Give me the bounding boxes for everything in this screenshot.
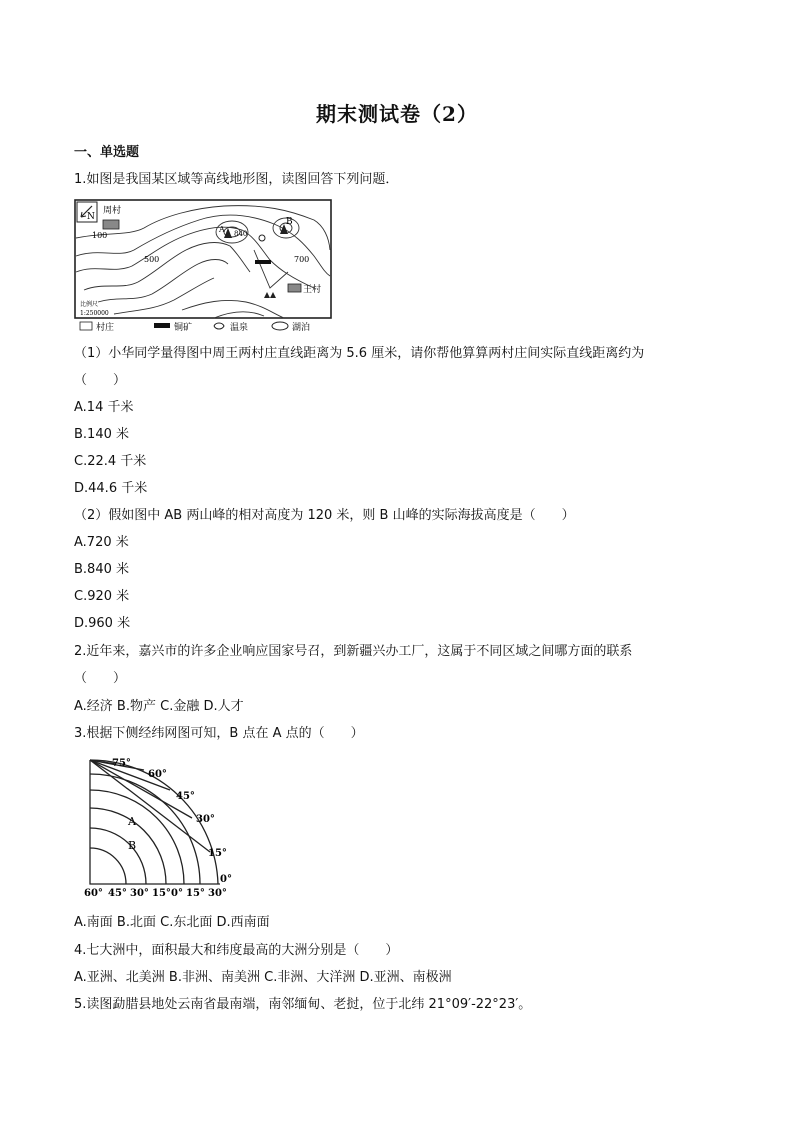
lat-label-45: 45° xyxy=(176,791,195,802)
option-1-1-d[interactable]: D.44.6 千米 xyxy=(74,481,148,496)
scale-label: 比例尺 xyxy=(80,301,99,308)
question-2-stem: 2.近年来，嘉兴市的许多企业响应国家号召，到新疆兴办工厂，这属于不同区域之间哪方面的联系 xyxy=(74,644,633,659)
copper-mine-icon xyxy=(255,260,271,264)
question-1-1-stem: （1）小华同学量得图中周王两村庄直线距离为 5.6 厘米，请你帮他算算两村庄间实际直线距离约为 xyxy=(74,346,645,361)
village-zhou-label: 周村 xyxy=(103,206,122,216)
page-title: 期末测试卷（2） xyxy=(316,102,478,126)
lat-label-0: 0° xyxy=(220,874,232,885)
lon-label-60: 60° xyxy=(84,888,103,899)
contour-label-840: 840 xyxy=(234,230,248,238)
point-b-label: B xyxy=(128,839,137,852)
question-3-options[interactable]: A.南面 B.北面 C.东北面 D.西南面 xyxy=(74,915,270,930)
peak-a-label: A xyxy=(219,225,225,234)
lon-label-15: 15° xyxy=(152,888,171,899)
north-arrow-label: N xyxy=(87,212,95,222)
legend-hot-spring: 温泉 xyxy=(230,323,249,333)
option-1-2-d[interactable]: D.960 米 xyxy=(74,616,131,631)
option-1-2-b[interactable]: B.840 米 xyxy=(74,562,129,577)
option-1-2-c[interactable]: C.920 米 xyxy=(74,589,130,604)
lon-label-45: 45° xyxy=(108,888,127,899)
question-1-2-stem: （2）假如图中 AB 两山峰的相对高度为 120 米，则 B 山峰的实际海拔高度是（ ） xyxy=(74,508,575,523)
lat-label-60: 60° xyxy=(148,769,167,780)
lon-label-30-east: 30° xyxy=(208,888,227,899)
question-2-blank: （ ） xyxy=(74,671,127,686)
scale-value: 1:250000 xyxy=(80,310,109,317)
contour-map-figure xyxy=(74,198,336,334)
point-a-label: A xyxy=(128,815,136,828)
option-1-2-a[interactable]: A.720 米 xyxy=(74,535,129,550)
question-1-1-blank: （ ） xyxy=(74,373,127,388)
question-3-stem: 3.根据下侧经纬网图可知，B 点在 A 点的（ ） xyxy=(74,726,364,741)
lon-label-15-east: 15° xyxy=(186,888,205,899)
lon-label-0: 0° xyxy=(171,888,183,899)
section-heading: 一、单选题 xyxy=(74,145,140,160)
option-1-1-b[interactable]: B.140 米 xyxy=(74,427,129,442)
legend-lake: 湖泊 xyxy=(292,323,311,333)
lon-label-30: 30° xyxy=(130,888,149,899)
lat-label-15: 15° xyxy=(208,848,227,859)
question-4-stem: 4.七大洲中，面积最大和纬度最高的大洲分别是（ ） xyxy=(74,943,399,958)
legend-copper: 铜矿 xyxy=(174,323,193,333)
legend-village: 村庄 xyxy=(96,323,115,333)
peak-b-label: B xyxy=(286,217,293,227)
question-1-stem: 1.如图是我国某区域等高线地形图，读图回答下列问题． xyxy=(74,172,399,187)
lat-long-grid-figure xyxy=(80,752,246,902)
village-wang-label: 王村 xyxy=(303,285,322,295)
question-5-stem: 5.读图勐腊县地处云南省最南端，南邻缅甸、老挝，位于北纬 21°09′-22°23′。 xyxy=(74,997,532,1012)
lat-label-75: 75° xyxy=(112,758,131,769)
option-1-1-c[interactable]: C.22.4 千米 xyxy=(74,454,147,469)
option-1-1-a[interactable]: A.14 千米 xyxy=(74,400,134,415)
question-4-options[interactable]: A.亚洲、北美洲 B.非洲、南美洲 C.非洲、大洋洲 D.亚洲、南极洲 xyxy=(74,970,452,985)
contour-label-500: 500 xyxy=(144,255,160,264)
question-2-options[interactable]: A.经济 B.物产 C.金融 D.人才 xyxy=(74,699,244,714)
contour-label-700: 700 xyxy=(294,255,310,264)
contour-label-100: 100 xyxy=(92,231,108,240)
lat-label-30: 30° xyxy=(196,814,215,825)
